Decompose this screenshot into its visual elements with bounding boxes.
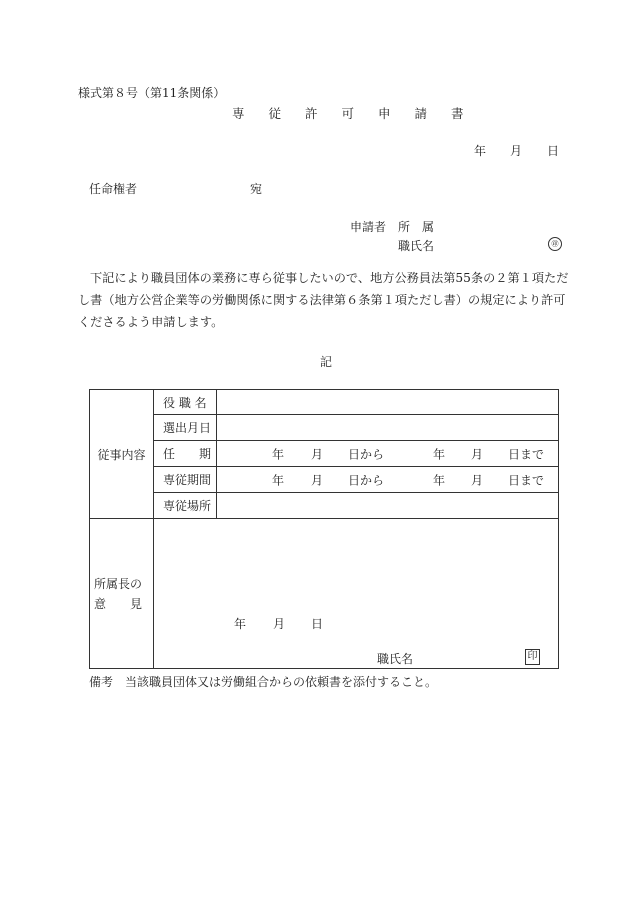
- from-month: 月: [311, 473, 324, 487]
- opinion-name-label: 職氏名: [377, 652, 414, 666]
- stamp-icon: 印: [525, 649, 540, 665]
- affiliation-label: 所 属: [398, 220, 435, 234]
- period-value: [217, 467, 559, 493]
- to-year: 年: [433, 447, 446, 461]
- date-day: 日: [547, 144, 560, 158]
- to-day: 日まで: [508, 447, 545, 461]
- to-year: 年: [433, 473, 446, 487]
- date-year: 年: [474, 144, 487, 158]
- section-label-cell: [90, 390, 154, 519]
- addressee-label: 任命権者: [89, 182, 138, 196]
- applicant-label: 申請者: [350, 220, 387, 234]
- form-number: 様式第８号（第11条関係）: [78, 86, 226, 100]
- seal-icon: ㊞: [548, 237, 562, 251]
- opinion-month: 月: [273, 617, 286, 631]
- body-paragraph: 下記により職員団体の業務に専ら従事したいので、地方公務員法第55条の２第１項ただし書（地方公営企業等の労働関係に関する法律第６条第１項ただし書）の規定により許可くださるよう申請します。: [78, 271, 569, 329]
- title-char: 許: [305, 106, 318, 121]
- from-month: 月: [311, 447, 324, 461]
- row-label: 専従場所: [154, 493, 217, 519]
- remarks-note: 備考 当該職員団体又は労働組合からの依頼書を添付すること。: [89, 675, 438, 689]
- opinion-label-1: 所属長の: [94, 577, 143, 591]
- from-year: 年: [272, 447, 285, 461]
- from-day: 日から: [348, 473, 385, 487]
- position-value: [217, 390, 559, 415]
- name-label: 職氏名: [398, 239, 435, 253]
- opinion-cell: [154, 519, 559, 669]
- opinion-year: 年: [234, 617, 247, 631]
- opinion-label-2: 意 見: [94, 597, 143, 611]
- addressee-suffix: 宛: [250, 182, 263, 196]
- from-day: 日から: [348, 447, 385, 461]
- to-month: 月: [471, 447, 484, 461]
- row-label: 任 期: [154, 441, 217, 467]
- row-label: 専従期間: [154, 467, 217, 493]
- section-label: 従事内容: [97, 447, 146, 462]
- date-month: 月: [510, 144, 523, 158]
- to-day: 日まで: [508, 473, 545, 487]
- title-char: 従: [268, 106, 282, 121]
- title-char: 申: [378, 106, 391, 121]
- from-year: 年: [272, 473, 285, 487]
- form-title: [232, 104, 464, 122]
- opinion-day: 日: [311, 617, 324, 631]
- row-label: 選出月日: [154, 415, 217, 441]
- title-char: 専: [232, 106, 245, 121]
- title-char: 請: [414, 106, 428, 121]
- election-date-value: [217, 415, 559, 441]
- title-char: 可: [341, 106, 355, 121]
- place-value: [217, 493, 559, 519]
- ki-label: 記: [320, 355, 333, 369]
- to-month: 月: [471, 473, 484, 487]
- title-char: 書: [451, 106, 464, 121]
- details-table: [89, 389, 559, 669]
- row-label: 役 職 名: [154, 390, 217, 415]
- opinion-label-cell: [90, 519, 154, 669]
- term-value: [217, 441, 559, 467]
